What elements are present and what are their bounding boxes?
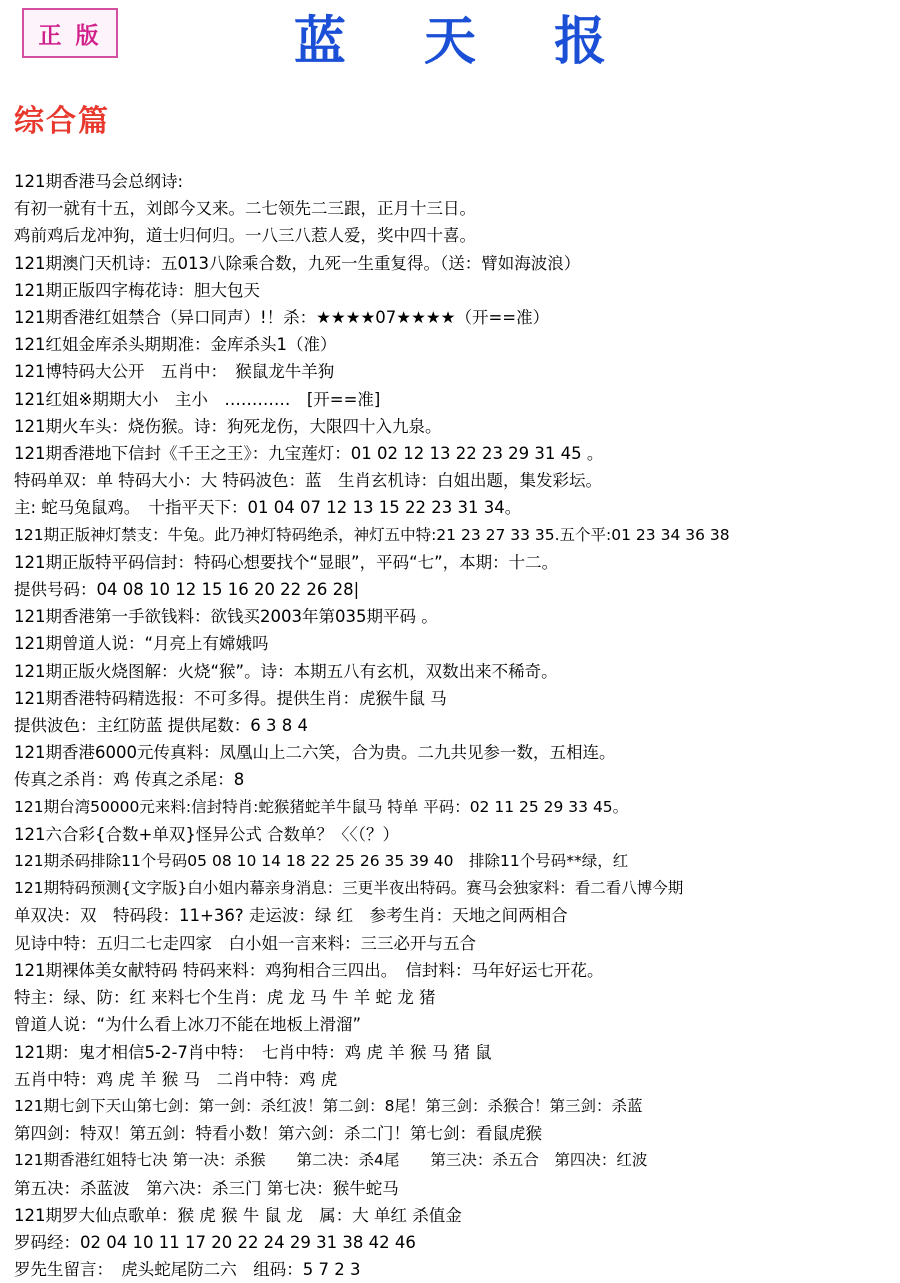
text-line: 121期正版特平码信封：特码心想要找个“显眼”，平码“七”，本期：十二。	[14, 552, 559, 572]
text-line: 提供波色：主红防蓝 提供尾数：6 3 8 4	[14, 716, 308, 736]
text-line: 121期火车头：烧伤猴。诗：狗死龙伤，大限四十入九泉。	[14, 416, 442, 436]
page-header	[14, 0, 886, 92]
text-line: 121期杀码排除11个号码05 08 10 14 18 22 25 26 35 39 40 排除11个号码**绿，红	[14, 852, 629, 871]
text-line: 121期香港马会总纲诗:	[14, 172, 184, 191]
text-line: 121红姐金库杀头期期准：金库杀头1（准）	[14, 335, 337, 355]
text-line: 提供号码：04 08 10 12 15 16 20 22 26 28|	[14, 580, 360, 600]
text-line: 121期正版火烧图解：火烧“猴”。诗：本期五八有玄机，双数出来不稀奇。	[14, 661, 558, 681]
text-line: 特主：绿、防：红 来料七个生肖：虎 龙 马 牛 羊 蛇 龙 猪	[14, 988, 436, 1008]
section-title: 综合篇	[14, 104, 110, 139]
article-body	[14, 168, 890, 1283]
authentic-badge: 正 版	[22, 8, 118, 58]
text-line: 121期裸体美女献特码 特码来料：鸡狗相合三四出。 信封料：马年好运七开花。	[14, 960, 604, 980]
text-line: 曾道人说：“为什么看上冰刀不能在地板上滑溜”	[14, 1015, 362, 1035]
text-line: 121期曾道人说：“月亮上有嫦娥吗	[14, 634, 269, 654]
text-line: 单双决：双 特码段：11+36? 走运波：绿 红 参考生肖：天地之间两相合	[14, 906, 568, 926]
text-line: 121期香港红姐特七决 第一决：杀猴 第二决：杀4尾 第三决：杀五合 第四决：红波	[14, 1151, 648, 1170]
text-line: 121期正版四字梅花诗：胆大包天	[14, 280, 260, 300]
text-line: 121博特码大公开 五肖中： 猴鼠龙牛羊狗	[14, 362, 335, 382]
text-line: 第五决：杀蓝波 第六决：杀三门 第七决：猴牛蛇马	[14, 1178, 399, 1198]
text-line: 121期七剑下天山第七剑：第一剑：杀红波！第二剑：8尾！第三剑：杀猴合！第三剑：杀蓝	[14, 1096, 643, 1115]
text-line: 121期香港第一手欲钱料：欲钱买2003年第035期平码 。	[14, 607, 438, 627]
text-line: 121期香港地下信封《千王之王》：九宝莲灯：01 02 12 13 22 23 29 31 45 。	[14, 444, 604, 464]
page-title: 蓝 天 报	[293, 12, 637, 72]
text-line: 罗先生留言： 虎头蛇尾防二六 组码：5 7 2 3	[14, 1260, 361, 1280]
text-line: 主: 蛇马兔鼠鸡。 十指平天下：01 04 07 12 13 15 22 23 31 34。	[14, 498, 522, 518]
text-line: 见诗中特：五归二七走四家 白小姐一言来料：三三必开与五合	[14, 933, 476, 953]
text-line: 鸡前鸡后龙冲狗，道士归何归。一八三八惹人爱，奖中四十喜。	[14, 226, 476, 246]
text-line: 121红姐※期期大小 主小 ………… [开==准]	[14, 389, 381, 409]
text-line: 121期：鬼才相信5-2-7肖中特： 七肖中特：鸡 虎 羊 猴 马 猪 鼠	[14, 1042, 492, 1062]
text-line: 有初一就有十五，刘郎今又来。二七领先二三跟，正月十三日。	[14, 199, 476, 219]
text-line: 五肖中特：鸡 虎 羊 猴 马 二肖中特：鸡 虎	[14, 1069, 338, 1089]
text-line: 121期香港红姐禁合（异口同声）!！杀：★★★★07★★★★（开==准）	[14, 308, 550, 328]
text-line: 121期正版神灯禁支：牛兔。此乃神灯特码绝杀，神灯五中特:21 23 27 33 35.五个平:01 23 34 36 38	[14, 525, 730, 544]
text-line: 121期特码预测{文字版}白小姐内幕亲身消息：三更半夜出特码。赛马会独家料：看二看八博今期	[14, 879, 684, 898]
text-line: 第四剑：特双！第五剑：特看小数！第六剑：杀二门！第七剑：看鼠虎猴	[14, 1124, 542, 1144]
text-line: 121期香港特码精选报：不可多得。提供生肖：虎猴牛鼠 马	[14, 688, 447, 708]
text-line: 特码单双：单 特码大小：大 特码波色：蓝 生肖玄机诗：白姐出题，集发彩坛。	[14, 471, 602, 491]
text-line: 121六合彩{合数+单双}怪异公式 合数单？〈〈（？）	[14, 824, 400, 844]
text-line: 121期香港6000元传真料：凤凰山上二六笑，合为贵。二九共见参一数，五相连。	[14, 743, 616, 763]
text-line: 121期台湾50000元来料:信封特肖:蛇猴猪蛇羊牛鼠马 特单 平码：02 11 25 29 33 45。	[14, 797, 629, 816]
text-line: 罗码经：02 04 10 11 17 20 22 24 29 31 38 42 46	[14, 1232, 416, 1252]
text-line: 传真之杀肖：鸡 传真之杀尾：8	[14, 770, 245, 790]
text-line: 121期罗大仙点歌单：猴 虎 猴 牛 鼠 龙 属：大 单红 杀值金	[14, 1205, 462, 1225]
text-line: 121期澳门天机诗：五013八除乘合数，九死一生重复得。（送：臂如海波浪）	[14, 253, 581, 273]
